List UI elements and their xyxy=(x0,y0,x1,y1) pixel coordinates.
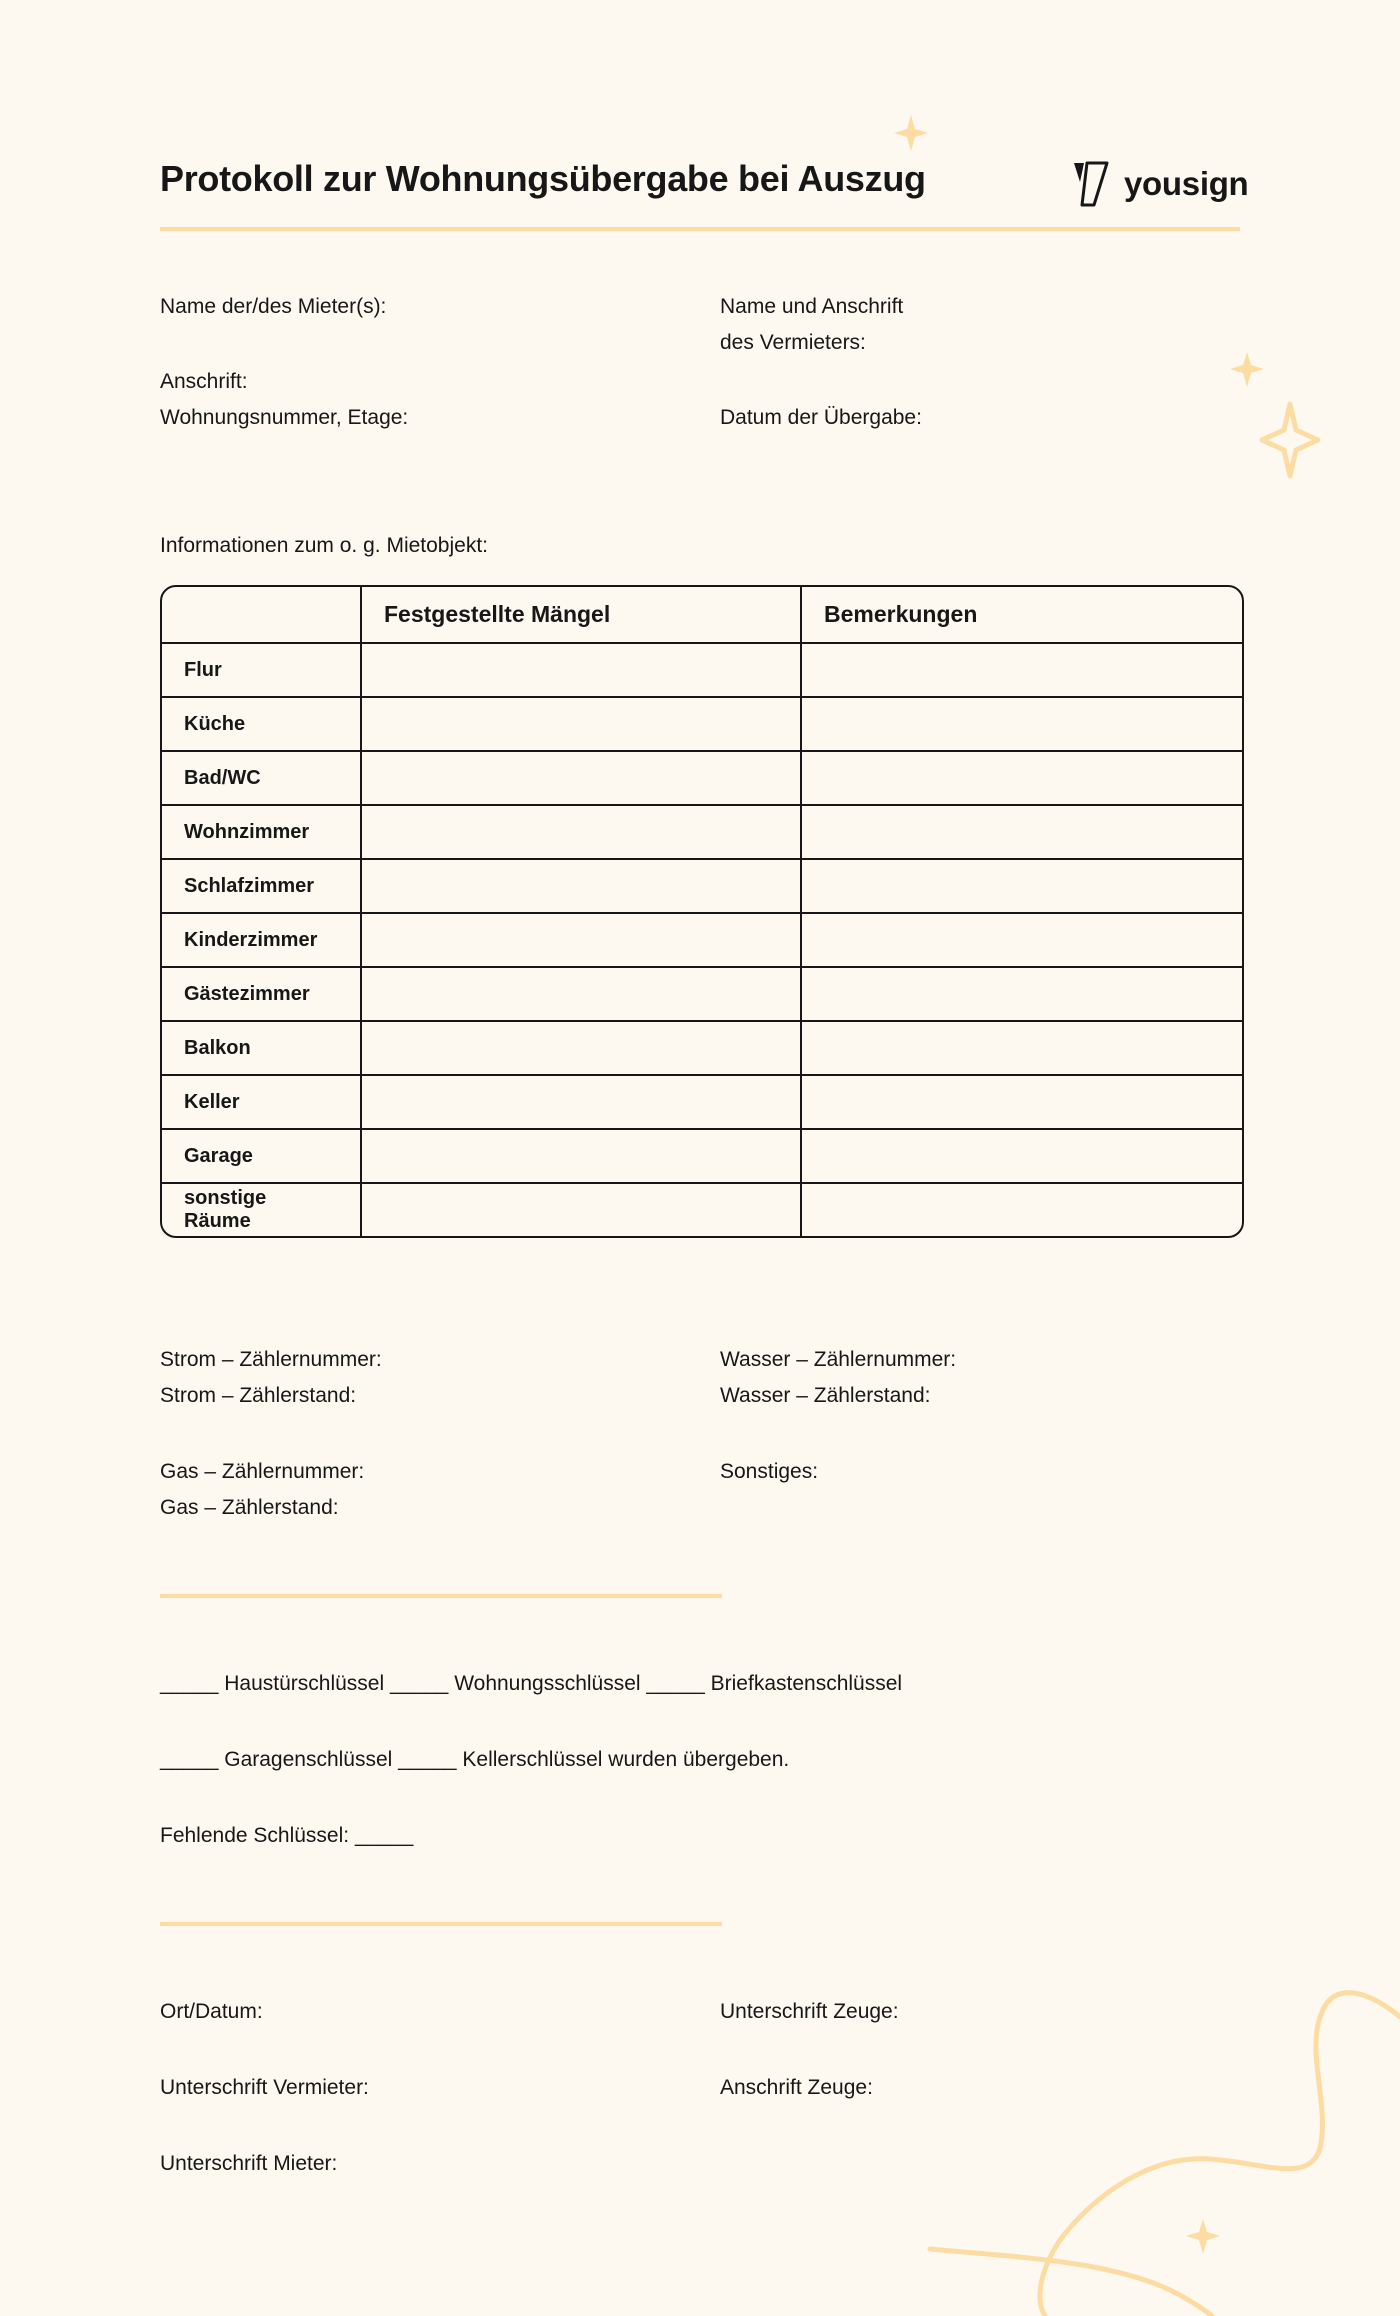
landlord-label-line1: Name und Anschrift xyxy=(720,295,904,318)
yousign-logo-icon xyxy=(1072,160,1110,208)
place-date-label: Ort/Datum: xyxy=(160,2000,263,2023)
table-row xyxy=(162,698,1242,752)
remarks-cell[interactable] xyxy=(802,644,1242,698)
water-meter-reading-label: Wasser – Zählerstand: xyxy=(720,1384,931,1407)
landlord-signature-label: Unterschrift Vermieter: xyxy=(160,2076,369,2099)
defects-cell[interactable] xyxy=(362,914,802,968)
other-label: Sonstiges: xyxy=(720,1460,819,1483)
remarks-cell[interactable] xyxy=(802,752,1242,806)
defects-table xyxy=(160,585,1244,1238)
table-row xyxy=(162,1184,1242,1236)
remarks-cell[interactable] xyxy=(802,968,1242,1022)
table-row xyxy=(162,914,1242,968)
table-row xyxy=(162,806,1242,860)
landlord-label-line2: des Vermieters: xyxy=(720,331,866,354)
remarks-cell[interactable] xyxy=(802,698,1242,752)
apartment-label: Wohnungsnummer, Etage: xyxy=(160,406,409,429)
defects-cell[interactable] xyxy=(362,1076,802,1130)
document-title: Protokoll zur Wohnungsübergabe bei Auszug xyxy=(160,158,926,199)
missing-keys-label: Fehlende Schlüssel: _____ xyxy=(160,1824,414,1847)
tenant-signature-label: Unterschrift Mieter: xyxy=(160,2152,338,2175)
section-divider xyxy=(160,1594,722,1598)
witness-signature-label: Unterschrift Zeuge: xyxy=(720,2000,899,2023)
room-name: sonstige Räume xyxy=(162,1184,362,1236)
column-header-room xyxy=(162,587,362,644)
property-info-label: Informationen zum o. g. Mietobjekt: xyxy=(160,534,488,557)
sparkle-icon xyxy=(1262,404,1318,476)
electricity-meter-reading-label: Strom – Zählerstand: xyxy=(160,1384,357,1407)
header-divider xyxy=(160,227,1240,231)
table-row xyxy=(162,752,1242,806)
table-row xyxy=(162,860,1242,914)
address-label: Anschrift: xyxy=(160,370,248,393)
gas-meter-reading-label: Gas – Zählerstand: xyxy=(160,1496,339,1519)
room-name: Kinderzimmer xyxy=(162,914,362,968)
room-name: Gästezimmer xyxy=(162,968,362,1022)
room-name: Bad/WC xyxy=(162,752,362,806)
defects-cell[interactable] xyxy=(362,968,802,1022)
keys-line-2: _____ Garagenschlüssel _____ Kellerschlüssel wurden übergeben. xyxy=(160,1748,790,1771)
column-header-defects: Festgestellte Mängel xyxy=(362,587,802,644)
gas-meter-number-label: Gas – Zählernummer: xyxy=(160,1460,365,1483)
room-name: Garage xyxy=(162,1130,362,1184)
room-name: Schlafzimmer xyxy=(162,860,362,914)
table-row xyxy=(162,1076,1242,1130)
landlord-label xyxy=(720,289,903,361)
defects-cell[interactable] xyxy=(362,1022,802,1076)
brand-name: yousign xyxy=(1124,165,1249,202)
sparkle-icon xyxy=(894,115,928,151)
remarks-cell[interactable] xyxy=(802,860,1242,914)
brand-logo xyxy=(1072,160,1248,208)
section-divider xyxy=(160,1922,722,1926)
defects-cell[interactable] xyxy=(362,644,802,698)
table-row xyxy=(162,1130,1242,1184)
defects-cell[interactable] xyxy=(362,698,802,752)
tenant-name-label: Name der/des Mieter(s): xyxy=(160,295,387,318)
table-header-row xyxy=(162,587,1242,644)
remarks-cell[interactable] xyxy=(802,1184,1242,1236)
room-name: Balkon xyxy=(162,1022,362,1076)
electricity-meter-number-label: Strom – Zählernummer: xyxy=(160,1348,382,1371)
table-row xyxy=(162,1022,1242,1076)
defects-cell[interactable] xyxy=(362,1184,802,1236)
keys-line-1: _____ Haustürschlüssel _____ Wohnungsschlüssel _____ Briefkastenschlüssel xyxy=(160,1672,903,1695)
water-meter-number-label: Wasser – Zählernummer: xyxy=(720,1348,957,1371)
room-name: Keller xyxy=(162,1076,362,1130)
room-name: Flur xyxy=(162,644,362,698)
room-name: Küche xyxy=(162,698,362,752)
witness-address-label: Anschrift Zeuge: xyxy=(720,2076,873,2099)
sparkle-icon xyxy=(1186,2219,1220,2254)
handover-date-label: Datum der Übergabe: xyxy=(720,406,922,429)
remarks-cell[interactable] xyxy=(802,1022,1242,1076)
curve-decoration xyxy=(930,2249,1212,2316)
defects-cell[interactable] xyxy=(362,1130,802,1184)
table-row xyxy=(162,644,1242,698)
table-row xyxy=(162,968,1242,1022)
remarks-cell[interactable] xyxy=(802,806,1242,860)
remarks-cell[interactable] xyxy=(802,1076,1242,1130)
defects-cell[interactable] xyxy=(362,752,802,806)
column-header-remarks: Bemerkungen xyxy=(802,587,1242,644)
remarks-cell[interactable] xyxy=(802,914,1242,968)
room-name: Wohnzimmer xyxy=(162,806,362,860)
sparkle-icon xyxy=(1230,352,1264,387)
defects-cell[interactable] xyxy=(362,860,802,914)
remarks-cell[interactable] xyxy=(802,1130,1242,1184)
defects-cell[interactable] xyxy=(362,806,802,860)
